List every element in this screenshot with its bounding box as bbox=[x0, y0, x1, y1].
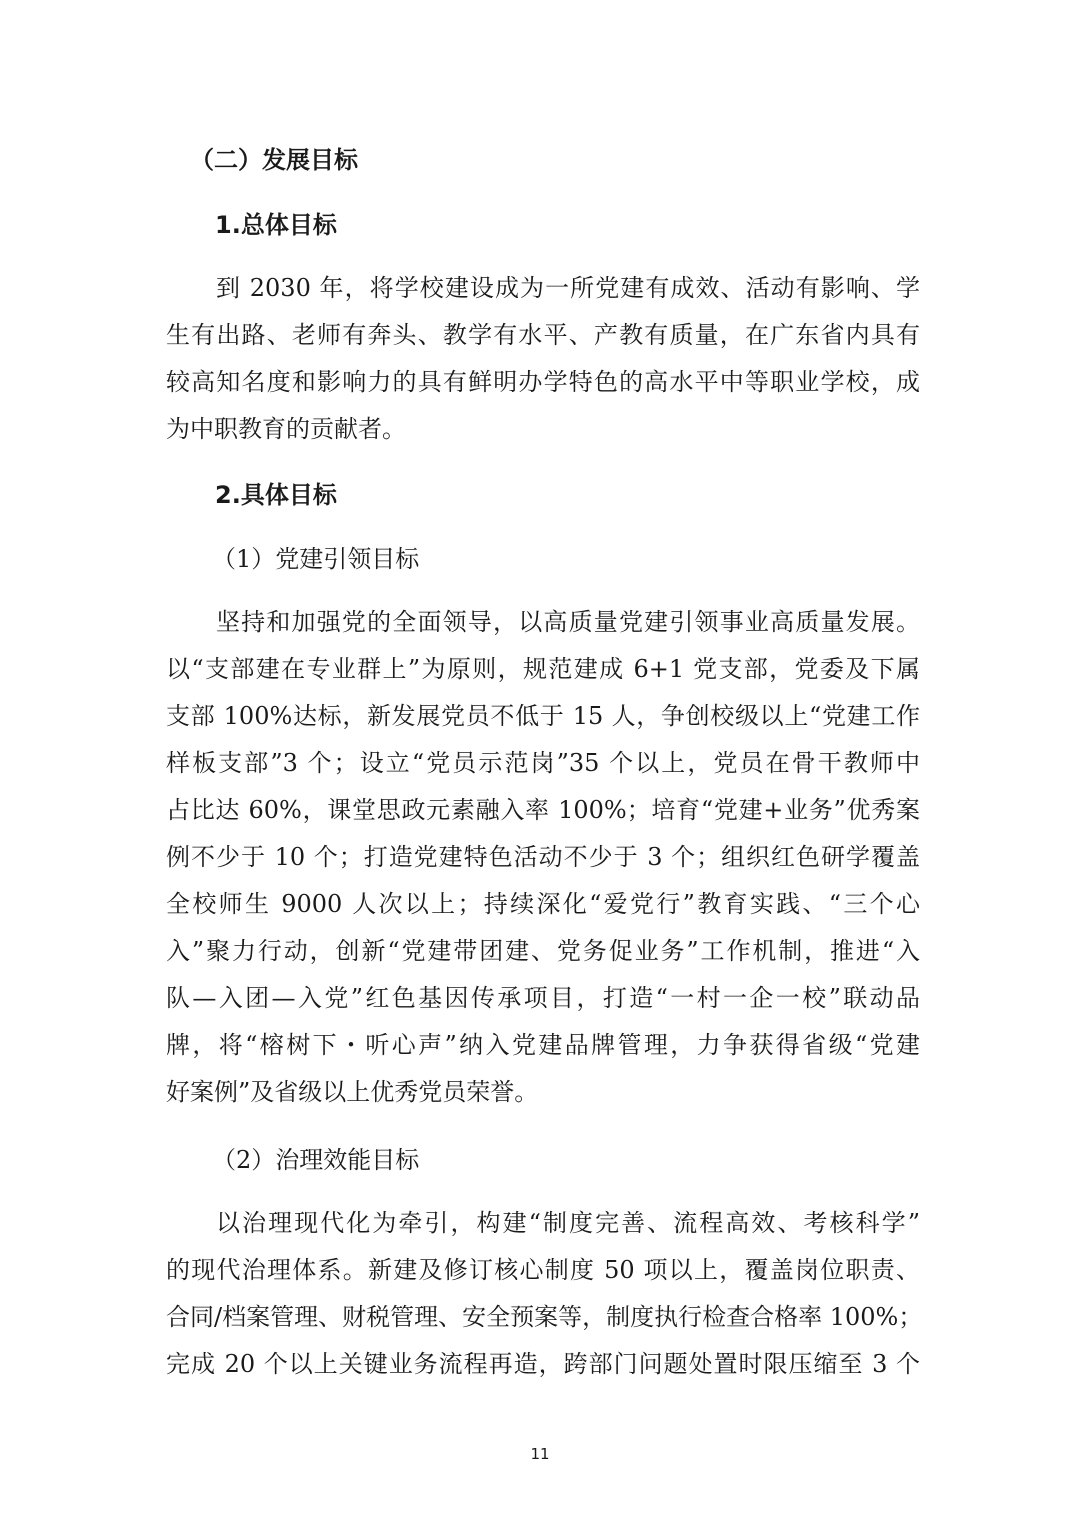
text-line: 以“支部建在专业群上”为原则，规范建成 6+1 党支部，党委及下属 bbox=[166, 655, 920, 683]
text-line: 以治理现代化为牵引，构建“制度完善、流程高效、考核科学” bbox=[216, 1209, 920, 1237]
section-heading: （二）发展目标 bbox=[190, 146, 358, 174]
text-line: 好案例”及省级以上优秀党员荣誉。 bbox=[166, 1078, 539, 1106]
text-line: 为中职教育的贡献者。 bbox=[166, 415, 406, 443]
text-line: 占比达 60%，课堂思政元素融入率 100%；培育“党建+业务”优秀案 bbox=[166, 796, 920, 824]
governance-goal-heading: （2）治理效能目标 bbox=[212, 1146, 420, 1174]
overall-goal-paragraph bbox=[166, 265, 920, 453]
party-building-paragraph bbox=[166, 599, 920, 1116]
text-line: 完成 20 个以上关键业务流程再造，跨部门问题处置时限压缩至 3 个 bbox=[166, 1350, 920, 1378]
text-line: 到 2030 年，将学校建设成为一所党建有成效、活动有影响、学 bbox=[216, 274, 920, 302]
text-line: 合同/档案管理、财税管理、安全预案等，制度执行检查合格率 100%； bbox=[166, 1303, 923, 1331]
text-line: 入”聚力行动，创新“党建带团建、党务促业务”工作机制，推进“入 bbox=[166, 937, 920, 965]
text-line: 支部 100%达标，新发展党员不低于 15 人，争创校级以上“党建工作 bbox=[166, 702, 920, 730]
text-line: 样板支部”3 个；设立“党员示范岗”35 个以上，党员在骨干教师中 bbox=[166, 749, 920, 777]
text-line: 全校师生 9000 人次以上；持续深化“爱党行”教育实践、“三个心 bbox=[166, 890, 920, 918]
party-building-goal-heading: （1）党建引领目标 bbox=[212, 545, 420, 573]
governance-paragraph bbox=[166, 1200, 923, 1388]
text-line: 例不少于 10 个；打造党建特色活动不少于 3 个；组织红色研学覆盖 bbox=[166, 843, 920, 871]
text-line: 队—入团—入党”红色基因传承项目，打造“一村一企一校”联动品 bbox=[166, 984, 920, 1012]
page-number: 11 bbox=[530, 1445, 550, 1463]
overall-goal-heading: 1.总体目标 bbox=[215, 211, 337, 239]
specific-goal-heading: 2.具体目标 bbox=[215, 481, 337, 509]
text-line: 牌，将“榕树下・听心声”纳入党建品牌管理，力争获得省级“党建 bbox=[166, 1031, 920, 1059]
text-line: 的现代治理体系。新建及修订核心制度 50 项以上，覆盖岗位职责、 bbox=[166, 1256, 920, 1284]
text-line: 生有出路、老师有奔头、教学有水平、产教有质量，在广东省内具有 bbox=[166, 321, 920, 349]
text-line: 坚持和加强党的全面领导，以高质量党建引领事业高质量发展。 bbox=[216, 608, 920, 636]
text-line: 较高知名度和影响力的具有鲜明办学特色的高水平中等职业学校，成 bbox=[166, 368, 920, 396]
